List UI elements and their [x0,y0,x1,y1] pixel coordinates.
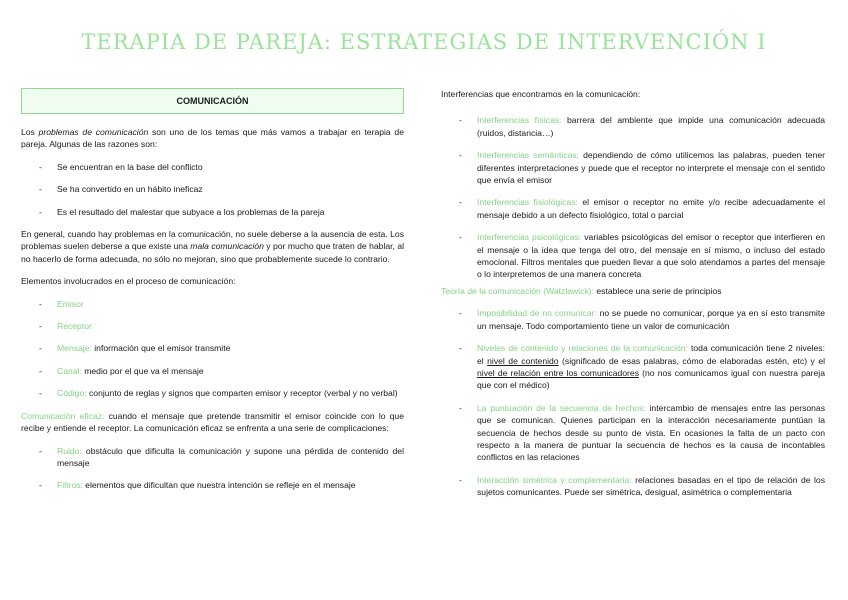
right-column [441,88,825,509]
list-item: - Niveles de contenido y relaciones de la comunicación: toda comunicación tiene 2 niveles: el nivel de contenido (significado de esas palabras, cómo de elaboradas estén, etc) y el nivel de relación entre los comunicadores (no nos comunicamos igual con nuestra pareja que con el médico) [441,342,825,392]
list-item: - Filtros: elementos que dificultan que nuestra intención se refleje en el mensaje [21,479,404,491]
elements-list [21,298,404,400]
list-item: - Se encuentran en la base del conflicto [21,161,404,173]
list-item: - Mensaje: información que el emisor transmite [21,342,404,354]
list-item: - Receptor [21,320,404,332]
left-column [21,88,404,502]
list-item: - Se ha convertido en un hábito ineficaz [21,183,404,195]
complications-list [21,445,404,492]
principles-list [441,307,825,498]
interferences-list [441,114,825,280]
list-item: - Interferencias psicológicas: variables psicológicas del emisor o receptor que interfieren en el mensaje o la idea que tenga del otro, del mensaje en sí mismo, o incluso del estado emocional. Filtros mentales que pueden llevar a que solo atendamos a partes del mensaje o lo interpretemos de una manera concreta [441,231,825,281]
page-title: TERAPIA DE PAREJA: ESTRATEGIAS DE INTERVENCIÓN I [81,30,767,54]
list-item: - Interacción simétrica y complementaria: relaciones basadas en el tipo de relación de los sujetos comunicantes. Puede ser simétrica, desigual, asimétrica o complementaria [441,474,825,499]
reasons-list [21,161,404,218]
list-item: - Es el resultado del malestar que subyace a los problemas de la pareja [21,206,404,218]
intro-paragraph: Los problemas de comunicación son uno de los temas que más vamos a trabajar en terapia de pareja. Algunas de las razones son: [21,127,404,150]
list-item: - Interferencias físicas: barrera del ambiente que impide una comunicación adecuada (ruidos, distancia…) [441,114,825,139]
list-item: - Imposibilidad de no comunicar: no se puede no comunicar, porque ya en sí esto transmite un mensaje. Todo comportamiento tiene un valor de comunicación [441,307,825,332]
list-item: - Ruido: obstáculo que dificulta la comunicación y supone una pérdida de contenido del mensaje [21,445,404,470]
list-item: - Interferencias semánticas: dependiendo de cómo utilicemos las palabras, pueden tener diferentes interpretaciones y puede que el receptor no interprete el mensaje con el sentido que envía el emisor [441,149,825,186]
list-item: - Interferencias fisiológicas: el emisor o receptor no emite y/o recibe adecuadamente el mensaje debido a un defecto fisiológico, total o parcial [441,196,825,221]
efficient-communication-paragraph: Comunicación eficaz: cuando el mensaje que pretende transmitir el emisor coincide con lo que recibe y entiende el receptor. La comunicación eficaz se enfrenta a una serie de complicaciones: [21,410,404,434]
list-item: - Emisor [21,298,404,310]
elements-intro: Elementos involucrados en el proceso de comunicación: [21,276,236,287]
list-item: - Canal: medio por el que va el mensaje [21,365,404,377]
list-item: - Código: conjunto de reglas y signos que comparten emisor y receptor (verbal y no verbal) [21,387,404,399]
theory-paragraph: Teoría de la comunicación (Watzlawick): establece una serie de principios [441,285,722,296]
list-item: - La puntuación de la secuencia de hechos: intercambio de mensajes entre las personas que se comunican. Quienes participan en la interacción necesariamente puntúan la secuencia de hechos desde su punto de vista. En ocasiones la falta de un pacto con respecto a la manera de puntuar la secuencia de hechos es la causa de incontables conflictos en las relaciones [441,402,825,464]
interferences-intro: Interferencias que encontramos en la comunicación: [441,89,641,99]
general-paragraph: En general, cuando hay problemas en la comunicación, no suele deberse a la ausencia de esta. Los problemas suelen deberse a que existe una mala comunicación y por mucho que traten de hablar, al no hacerlo de forma adecuada, no sólo no mejoran, sino que probablemente sucede lo contrario. [21,229,405,264]
section-heading: COMUNICACIÓN [21,88,404,114]
